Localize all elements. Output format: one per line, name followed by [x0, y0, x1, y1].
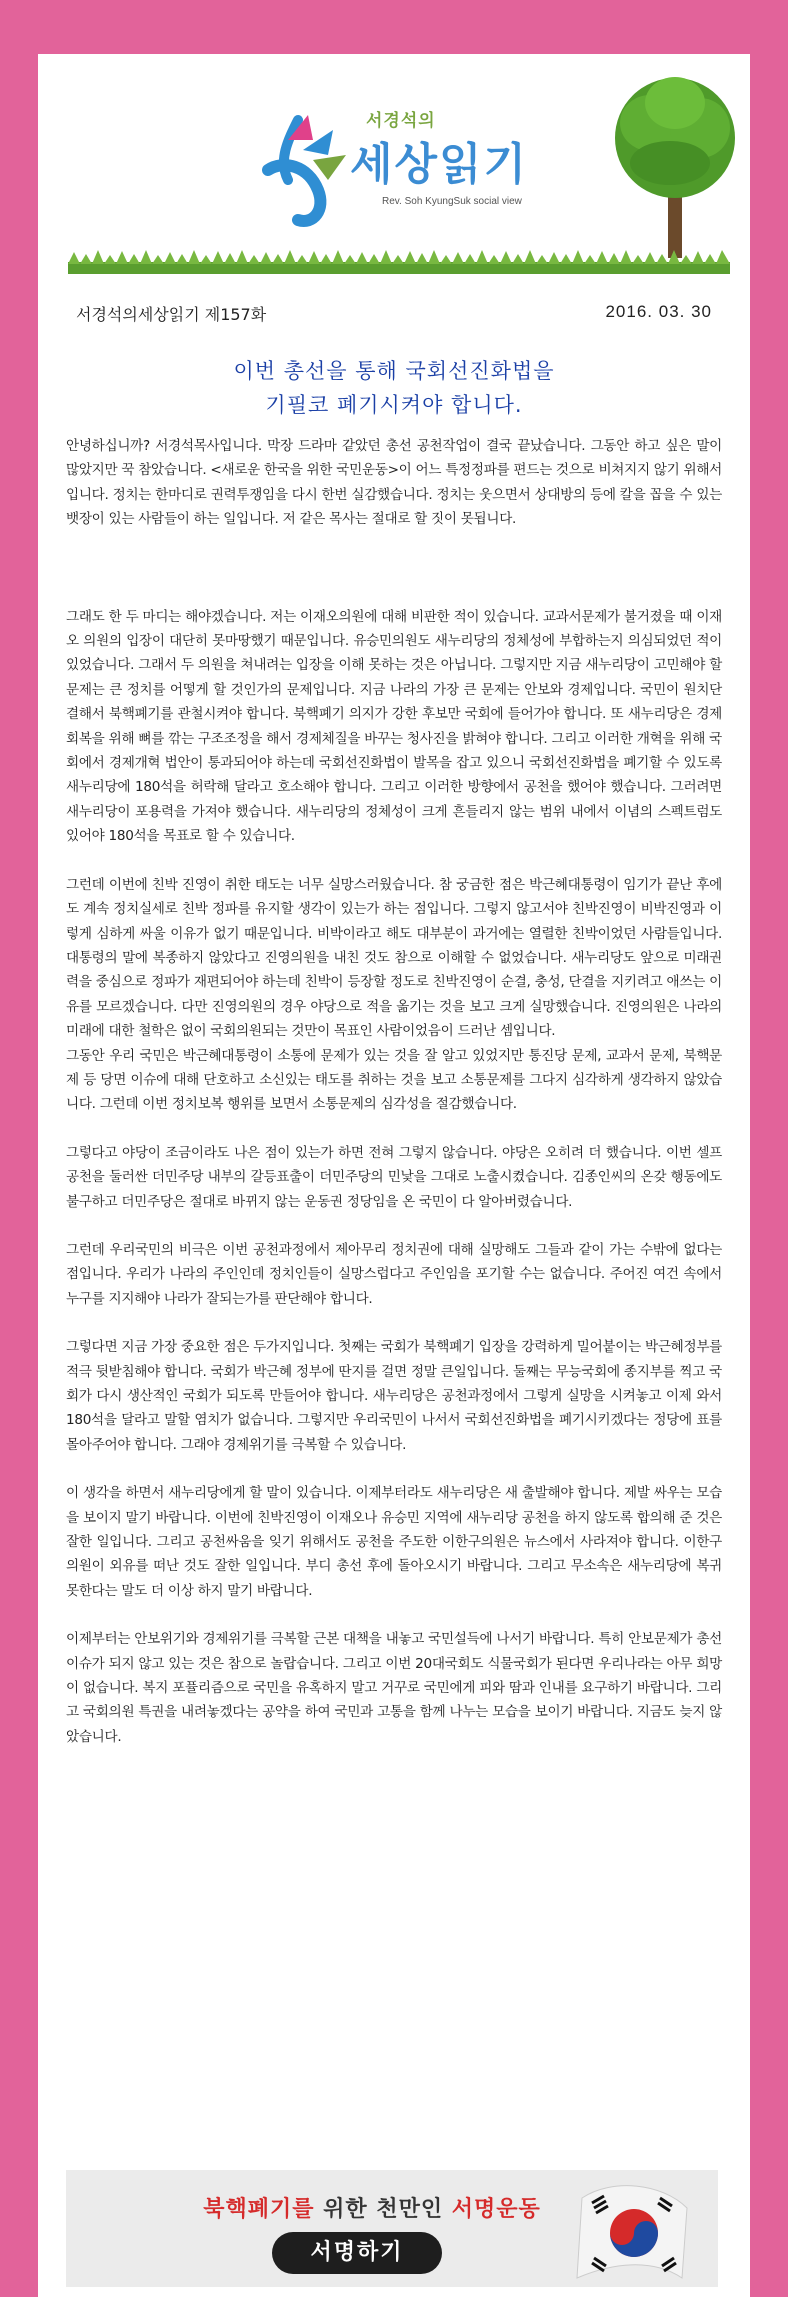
logo-emblem-icon: [258, 110, 348, 230]
paragraph: 그런데 우리국민의 비극은 이번 공천과정에서 제아무리 정치권에 대해 실망해도 그들과 같이 가는 수밖에 없다는 점입니다. 우리가 나라의 주인인데 정치인들이 실망스럽다고 주인임을 포기할 수는 없습니다. 주어진 여건 속에서 누구를 지지해야 나라가 잘되는가를 판단해야 합니다.: [66, 1241, 722, 1307]
article-title: [38, 354, 750, 422]
paragraph: 그동안 우리 국민은 박근혜대통령이 소통에 문제가 있는 것을 잘 알고 있었지만 통진당 문제, 교과서 문제, 북핵문제 등 당면 이슈에 대해 단호하고 소신있는 태도를 취하는 것을 보고 소통문제를 그다지 심각하게 생각하지 않았습니다. 그런데 이번 정치보복 행위를 보면서 소통문제의 심각성을 절감했습니다.: [66, 1047, 722, 1113]
newsletter-page: [38, 54, 750, 2297]
article-body: [66, 434, 722, 1749]
logo: [258, 100, 658, 250]
logo-main-text: 세상읽기: [350, 139, 529, 190]
header: [38, 54, 750, 284]
title-line-1: 이번 총선을 통해 국회선진화법을: [233, 359, 555, 383]
logo-small-text: 서경석의: [366, 111, 436, 131]
petition-banner[interactable]: [66, 2170, 718, 2287]
paragraph: 안녕하십니까? 서경석목사입니다. 막장 드라마 같았던 총선 공천작업이 결국 끝났습니다. 그동안 하고 싶은 말이 많았지만 꾹 참았습니다. <새로운 한국을 위한 국민운동>이 어느 특정정파를 편드는 것으로 비쳐지지 않기 위해서입니다. 정치는 한마디로 권력투쟁임을 다시 한번 실감했습니다. 정치는 웃으면서 상대방의 등에 칼을 꼽을 수 있는 뱃장이 있는 사람들이 하는 일입니다. 저 같은 목사는 절대로 할 짓이 못됩니다.: [66, 438, 722, 528]
issue-date: 2016. 03. 30: [605, 302, 712, 321]
paragraph: 그런데 이번에 친박 진영이 취한 태도는 너무 실망스러웠습니다. 참 궁금한 점은 박근혜대통령이 임기가 끝난 후에도 계속 정치실세로 친박 정파를 유지할 생각이 있는가 하는 점입니다. 그렇지 않고서야 친박진영이 비박진영과 이렇게 심하게 싸울 이유가 없기 때문입니다. 비박이라고 해도 대부분이 과거에는 열렬한 친박이었던 사람들입니다. 대통령의 말에 복종하지 않았다고 진영의원을 내친 것도 참으로 이해할 수 없었습니다. 새누리당도 앞으로 미래권력을 중심으로 정파가 재편되어야 하는데 친박이 등장할 정도로 친박진영이 순결, 충성, 단결을 지키려고 애쓰는 이유를 모르겠습니다. 다만 진영의원의 경우 야당으로 적을 옮기는 것을 보고 크게 실망했습니다. 진영의원은 나라의 미래에 대한 철학은 없이 국회의원되는 것만이 목표인 사람이었음이 드러난 셈입니다.: [66, 876, 722, 1040]
issue-meta: [76, 302, 712, 325]
paragraph: 이 생각을 하면서 새누리당에게 할 말이 있습니다. 이제부터라도 새누리당은 새 출발해야 합니다. 제발 싸우는 모습을 보이지 말기 바랍니다. 이번에 친박진영이 이재오나 유승민 지역에 새누리당 공천을 하지 않도록 합의해 준 것은 잘한 일입니다. 그리고 공천싸움을 잊기 위해서도 공천을 주도한 이한구의원은 뉴스에서 사라져야 합니다. 이한구의원이 외유를 떠난 것도 잘한 일입니다. 부디 총선 후에 돌아오시기 바랍니다. 그리고 무소속은 새누리당에 복귀 못한다는 말도 더 이상 하지 말기 바랍니다.: [66, 1485, 722, 1599]
issue-number: 서경석의세상읽기 제157화: [76, 305, 267, 324]
logo-sub-text: Rev. Soh KyungSuk social view: [382, 196, 522, 207]
title-line-2: 기필코 폐기시켜야 합니다.: [265, 393, 523, 417]
grass-divider: [68, 250, 730, 274]
sign-petition-button[interactable]: 서명하기: [272, 2232, 442, 2274]
paragraph: 그렇다면 지금 가장 중요한 점은 두가지입니다. 첫째는 국회가 북핵폐기 입장을 강력하게 밀어붙이는 박근혜정부를 적극 뒷받침해야 합니다. 국회가 박근혜 정부에 딴지를 걸면 정말 큰일입니다. 둘째는 무능국회에 종지부를 찍고 국회가 다시 생산적인 국회가 되도록 만들어야 합니다. 새누리당은 공천과정에서 그렇게 실망을 시켜놓고 이제 와서 180석을 달라고 말할 염치가 없습니다. 그렇지만 우리국민이 나서서 국회선진화법을 폐기시키겠다는 정당에 표를 몰아주어야 합니다. 그래야 경제위기를 극복할 수 있습니다.: [66, 1339, 722, 1453]
paragraph: 그래도 한 두 마디는 해야겠습니다. 저는 이재오의원에 대해 비판한 적이 있습니다. 교과서문제가 불거졌을 때 이재오 의원의 입장이 대단히 못마땅했기 때문입니다. 유승민의원도 새누리당의 정체성에 부합하는지 의심되었던 적이 있었습니다. 그래서 두 의원을 쳐내려는 입장을 이해 못하는 것은 아닙니다. 그렇지만 지금 새누리당이 고민해야 할 문제는 큰 정치를 어떻게 할 것인가의 문제입니다. 지금 나라의 가장 큰 문제는 안보와 경제입니다. 국민이 원치단결해서 북핵폐기를 관철시켜야 합니다. 북핵폐기 의지가 강한 후보만 국회에 들어가야 합니다. 또 새누리당은 경제회복을 위해 뼈를 깎는 구조조정을 해서 경제체질을 바꾸는 청사진을 밝혀야 합니다. 그리고 이러한 개혁을 위해 국회에서 경제개혁 법안이 통과되어야 하는데 국회선진화법이 발목을 잡고 있으니 국회선진화법을 폐기할 수 있도록 새누리당에 180석을 허락해 달라고 호소해야 합니다. 그리고 이러한 방향에서 공천을 했어야 했습니다. 그러려면 새누리당이 포용력을 가져야 했습니다. 새누리당의 정체성이 크게 흔들리지 않는 범위 내에서 이념의 스펙트럼도 있어야 180석을 목표로 할 수 있습니다.: [66, 608, 722, 845]
tree-icon: [610, 68, 740, 258]
taegeuk-flag-icon: [572, 2178, 692, 2286]
banner-text-red-2: 서명운동: [451, 2197, 541, 2222]
paragraph: 그렇다고 야당이 조금이라도 나은 점이 있는가 하면 전혀 그렇지 않습니다. 야당은 오히려 더 했습니다. 이번 셀프공천을 둘러싼 더민주당 내부의 갈등표출이 더민주당의 민낯을 그대로 노출시켰습니다. 김종인씨의 온갖 행동에도 불구하고 더민주당은 절대로 바뀌지 않는 운동권 정당임을 온 국민이 다 알아버렸습니다.: [66, 1144, 722, 1210]
banner-text-red: 북핵폐기를: [203, 2197, 315, 2222]
banner-text-mid: 위한 천만인: [314, 2197, 452, 2222]
paragraph: 이제부터는 안보위기와 경제위기를 극복할 근본 대책을 내놓고 국민설득에 나서기 바랍니다. 특히 안보문제가 총선이슈가 되지 않고 있는 것은 참으로 놀랍습니다. 그리고 이번 20대국회도 식물국회가 된다면 우리나라는 아무 희망이 없습니다. 복지 포퓰리즘으로 국민을 유혹하지 말고 거꾸로 국민에게 피와 땀과 인내를 요구하기 바랍니다. 그리고 국회의원 특권을 내려놓겠다는 공약을 하여 국민과 고통을 함께 나누는 모습을 보이기 바랍니다. 지금도 늦지 않았습니다.: [66, 1631, 722, 1745]
